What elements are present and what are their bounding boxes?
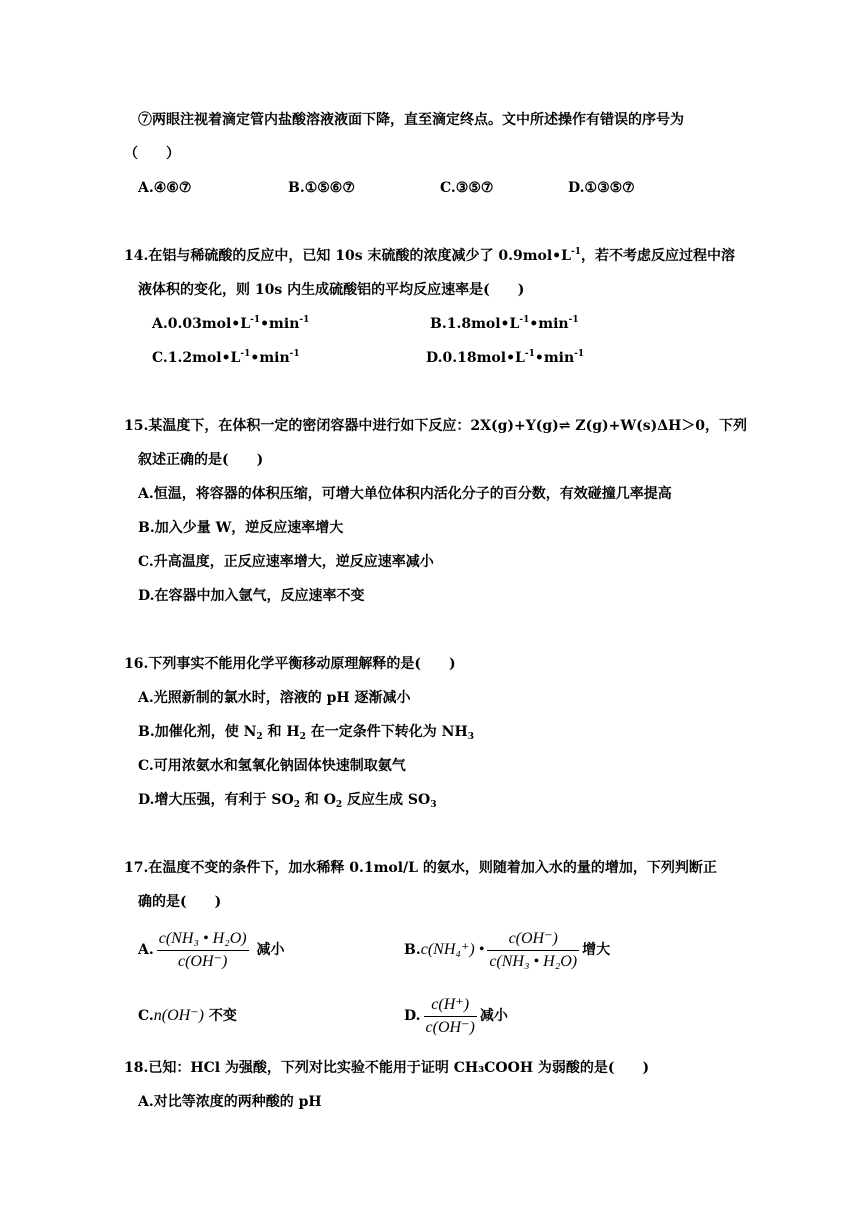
- q17-option-d: [404, 994, 508, 1038]
- q14-line1-sup: -1: [570, 247, 581, 257]
- q14-option-d-sup1: -1: [524, 349, 535, 359]
- q14-option-d: [426, 348, 584, 368]
- q13-option-b: B.①⑤⑥⑦: [288, 180, 355, 196]
- q17-option-d-label: D.: [404, 1008, 421, 1024]
- q16-line1: 16.下列事实不能用化学平衡移动原理解释的是( ): [124, 656, 456, 672]
- q17-option-a: [138, 928, 284, 972]
- q14-line1: [124, 246, 735, 266]
- q17-option-a-fraction: [157, 929, 249, 972]
- q16-option-b-sub2: 2: [299, 732, 306, 742]
- q17-option-b-prefix: c(NH₄⁺) •: [420, 941, 485, 958]
- q16-option-d-part3: 反应生成 SO: [342, 792, 431, 808]
- q14-option-b-unit: •min: [529, 316, 569, 332]
- q14-option-a-sup1: -1: [250, 315, 261, 325]
- q17-option-b: [404, 928, 610, 972]
- q13-option-c: C.③⑤⑦: [440, 180, 494, 196]
- q14-option-b-sup2: -1: [568, 315, 579, 325]
- q17-line1: 17.在温度不变的条件下，加水稀释 0.1mol/L 的氨水，则随着加入水的量的增加，下列判断正: [124, 860, 717, 876]
- q17-option-b-label: B.: [404, 942, 421, 958]
- q17-option-b-numerator: c(OH⁻): [487, 929, 579, 951]
- q14-option-c-sup1: -1: [240, 349, 251, 359]
- q14-option-a-unit: •min: [260, 316, 300, 332]
- q16-option-b-part3: 在一定条件下转化为 NH: [305, 724, 468, 740]
- q15-option-d: D.在容器中加入氩气，反应速率不变: [138, 588, 365, 604]
- q17-option-b-denominator: c(NH₃ • H₂O): [489, 952, 578, 970]
- q15-option-b: B.加入少量 W，逆反应速率增大: [138, 520, 344, 536]
- q18-option-a: A.对比等浓度的两种酸的 pH: [138, 1094, 322, 1110]
- q16-option-d-part1: D.增大压强，有利于 SO: [138, 792, 294, 808]
- q15-option-a: A.恒温，将容器的体积压缩，可增大单位体积内活化分子的百分数，有效碰撞几率提高: [138, 486, 672, 502]
- q16-option-b-sub1: 2: [256, 732, 263, 742]
- q16-option-b-part1: B.加催化剂，使 N: [138, 724, 257, 740]
- q16-option-a: A.光照新制的氯水时，溶液的 pH 逐渐减小: [138, 690, 411, 706]
- q16-option-d-part2: 和 O: [299, 792, 336, 808]
- q17-option-b-tail: 增大: [582, 942, 611, 958]
- q17-option-b-fraction: [487, 929, 579, 972]
- q14-option-d-label: D.0.18mol•L: [426, 350, 525, 366]
- q17-option-c: [138, 1006, 237, 1026]
- q14-line1-text: 14.在铝与稀硫酸的反应中，已知 10s 末硫酸的浓度减少了 0.9mol•L: [124, 248, 571, 264]
- q14-option-a: [152, 314, 309, 334]
- q16-option-d-sub3: 3: [430, 800, 437, 810]
- q14-option-a-sup2: -1: [299, 315, 310, 325]
- q16-option-b: [138, 722, 474, 742]
- q17-option-a-denominator: c(OH⁻): [178, 952, 228, 970]
- q17-option-d-numerator: c(H⁺): [424, 995, 477, 1017]
- q14-line1-tail: ，若不考虑反应过程中溶: [580, 248, 735, 264]
- q16-option-c: C.可用浓氨水和氢氧化钠固体快速制取氨气: [138, 758, 406, 774]
- q14-option-c-unit: •min: [250, 350, 290, 366]
- q17-option-a-tail: 减小: [256, 942, 285, 958]
- q13-line1: ⑦两眼注视着滴定管内盐酸溶液液面下降，直至滴定终点。文中所述操作有错误的序号为: [138, 112, 684, 128]
- q17-option-c-label: C.: [138, 1008, 154, 1024]
- q14-option-c: [152, 348, 300, 368]
- q16-option-d: [138, 790, 437, 810]
- q17-option-c-tail: 不变: [208, 1008, 237, 1024]
- q15-option-c: C.升高温度，正反应速率增大，逆反应速率减小: [138, 554, 434, 570]
- q14-option-b: [430, 314, 579, 334]
- q17-option-d-denominator: c(OH⁻): [425, 1018, 475, 1036]
- q15-line1: 15.某温度下，在体积一定的密闭容器中进行如下反应：2X(g)+Y(g)⇌ Z(g)+W(s)ΔH＞0，下列: [124, 418, 748, 434]
- q14-option-c-label: C.1.2mol•L: [152, 350, 241, 366]
- q13-line2: （ ）: [124, 146, 180, 162]
- q17-option-d-fraction: [424, 995, 477, 1038]
- q18-line1: 18.已知：HCl 为强酸，下列对比实验不能用于证明 CH₃COOH 为弱酸的是( ): [124, 1060, 650, 1076]
- q15-line2: 叙述正确的是( ): [138, 452, 264, 468]
- q14-option-c-sup2: -1: [289, 349, 300, 359]
- q17-option-d-tail: 减小: [479, 1008, 508, 1024]
- q17-option-c-expr: n(OH⁻): [153, 1007, 204, 1024]
- q14-option-d-sup2: -1: [574, 349, 585, 359]
- q16-option-d-sub2: 2: [335, 800, 343, 810]
- q17-line2: 确的是( ): [138, 894, 222, 910]
- q14-line2: 液体积的变化，则 10s 内生成硫酸铝的平均反应速率是( ): [138, 282, 525, 298]
- q16-option-d-sub1: 2: [293, 800, 300, 810]
- q14-option-d-unit: •min: [534, 350, 575, 366]
- q13-option-a: A.④⑥⑦: [138, 180, 192, 196]
- q16-option-b-sub3: 3: [467, 732, 474, 742]
- q17-option-a-numerator: c(NH₃ • H₂O): [157, 929, 249, 951]
- q16-option-b-part2: 和 H: [262, 724, 300, 740]
- q14-option-b-sup1: -1: [519, 315, 530, 325]
- q14-option-b-label: B.1.8mol•L: [430, 316, 520, 332]
- q17-option-a-label: A.: [138, 942, 154, 958]
- q13-option-d: D.①③⑤⑦: [568, 180, 635, 196]
- q14-option-a-label: A.0.03mol•L: [152, 316, 251, 332]
